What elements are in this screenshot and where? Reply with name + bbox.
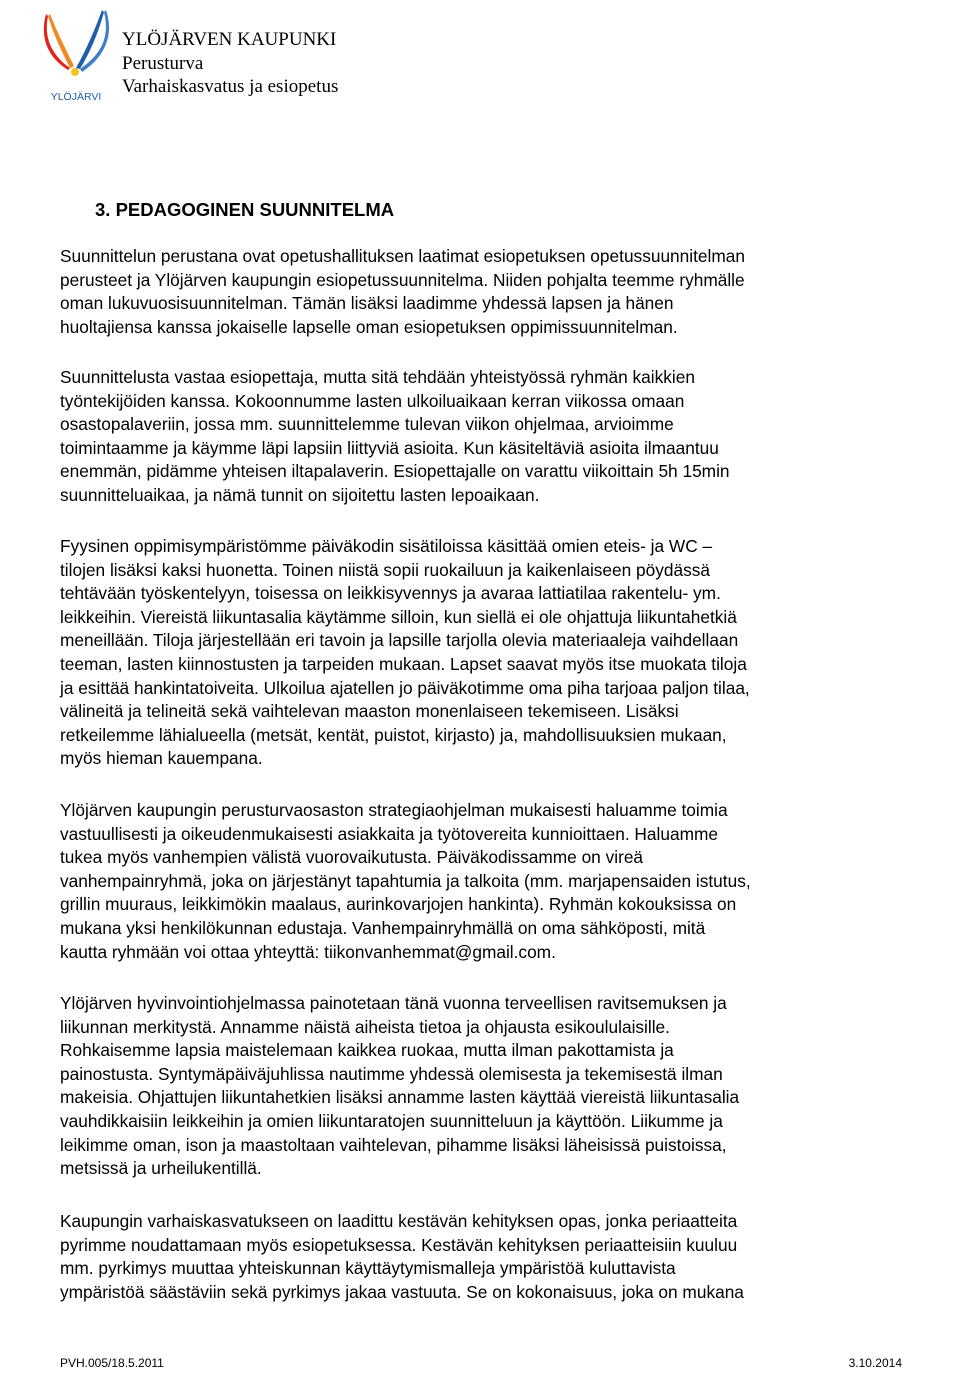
text-line: oman lukuvuosisuunnitelman. Tämän lisäksi laadimme yhdessä lapsen ja hänen xyxy=(60,293,674,314)
paragraph xyxy=(60,1210,910,1304)
text-line: leikkeihin. Viereistä liikuntasalia käytämme silloin, kun siellä ei ole ohjattuja liikuntahetkiä xyxy=(60,606,737,627)
paragraph xyxy=(60,992,910,1181)
ylojarvi-logo-mark xyxy=(40,6,112,104)
paragraph xyxy=(60,535,910,771)
text-line: suunnitteluaikaa, ja nämä tunnit on sijoitettu lasten lepoaikaan. xyxy=(60,484,540,505)
text-line: kautta ryhmään voi ottaa yhteyttä: tiikonvanhemmat@gmail.com. xyxy=(60,941,556,962)
text-line: Fyysinen oppimisympäristömme päiväkodin sisätiloissa käsittää omien eteis- ja WC – xyxy=(60,536,713,556)
text-line: Rohkaisemme lapsia maistelemaan kaikkea ruokaa, mutta ilman pakottamista ja xyxy=(60,1040,674,1061)
text-line: enemmän, pidämme yhteisen iltapalaverin. Esiopettajalle on varattu viikoittain 5h 15min xyxy=(60,461,730,482)
text-line: ja esittää hankintatoiveita. Ulkoilua ajatellen jo päiväkotimme oma piha tarjoaa paljon tilaa, xyxy=(60,677,750,698)
text-line: välineitä ja telineitä sekä vaihtelevan maaston monenlaiseen tekemiseen. Lisäksi xyxy=(60,701,679,722)
text-line: mukana yksi henkilökunnan edustaja. Vanhempainryhmällä on oma sähköposti, mitä xyxy=(60,917,706,938)
text-line: toimintaamme ja käymme läpi lapsiin liittyviä asioita. Kun käsiteltäviä asioita ilmaantuu xyxy=(60,437,719,458)
text-line: työntekijöiden kanssa. Kokoonnumme lasten ulkoiluaikaan kerran viikossa omaan xyxy=(60,390,685,411)
organization-header xyxy=(122,28,338,99)
text-line: osastopalaveriin, jossa mm. suunnittelemme tulevan viikon ohjelmaa, arvioimme xyxy=(60,414,674,435)
logo-wordmark: YLÖJÄRVI xyxy=(50,91,102,103)
text-line: tukea myös vanhempien välistä vuorovaikutusta. Päiväkodissamme on vireä xyxy=(60,847,644,868)
text-line: pyrimme noudattamaan myös esiopetuksessa. Kestävän kehityksen periaatteisiin kuuluu xyxy=(60,1234,738,1255)
text-line: Ylöjärven kaupungin perusturvaosaston strategiaohjelman mukaisesti haluamme toimia xyxy=(60,800,728,820)
text-line: huoltajiensa kanssa jokaiselle lapselle oman esiopetuksen oppimissuunnitelman. xyxy=(60,316,678,337)
text-line: meneillään. Tiloja järjestellään eri tavoin ja lapsille tarjolla olevia materiaaleja vaihdellaan xyxy=(60,630,739,651)
text-line: makeisia. Ohjattujen liikuntahetkien lisäksi annamme lasten käyttää viereistä liikuntasalia xyxy=(60,1087,740,1108)
text-line: leikimme oman, ison ja maastoltaan vaihtelevan, pihamme lisäksi läheisissä puistoissa, xyxy=(60,1134,727,1155)
section-heading: 3. PEDAGOGINEN SUUNNITELMA xyxy=(95,199,395,220)
text-line: Ylöjärven hyvinvointiohjelmassa painotetaan tänä vuonna terveellisen ravitsemuksen ja xyxy=(60,993,727,1013)
text-line: grillin muuraus, leikkimökin maalaus, aurinkovarjojen hankinta). Ryhmän kokouksissa on xyxy=(60,894,737,915)
paragraph xyxy=(60,245,910,339)
text-line: myös hieman kauempana. xyxy=(60,748,263,769)
text-line: retkeilemme lähialueella (metsät, kentät, puistot, kirjasto) ja, mahdollisuuksien mukaan, xyxy=(60,724,727,745)
org-name: YLÖJÄRVEN KAUPUNKI xyxy=(122,29,337,50)
text-line: ympäristöä säästäviin sekä pyrkimys jakaa vastuuta. Se on kokonaisuus, joka on mukana xyxy=(60,1281,744,1302)
text-line: Kaupungin varhaiskasvatukseen on laadittu kestävän kehityksen opas, jonka periaatteita xyxy=(60,1211,738,1231)
unit-name: Varhaiskasvatus ja esiopetus xyxy=(122,76,339,97)
text-line: painostusta. Syntymäpäiväjuhlissa nautimme yhdessä olemisesta ja tekemisestä ilman xyxy=(60,1063,723,1084)
paragraph xyxy=(60,366,910,508)
text-line: liikunnan merkitystä. Annamme näistä aiheista tietoa ja ohjausta esikoululaisille. xyxy=(60,1016,670,1037)
paragraph xyxy=(60,799,910,964)
text-line: vanhempainryhmä, joka on järjestänyt tapahtumia ja talkoita (mm. marjapensaiden istutus, xyxy=(60,870,751,891)
text-line: tehtävään työskentelyyn, toisessa on leikkisyvennys ja avaraa lattiatilaa rakentelu- ym. xyxy=(60,583,721,604)
text-line: Suunnittelun perustana ovat opetushallituksen laatimat esiopetuksen opetussuunnitelman xyxy=(60,246,745,266)
text-line: perusteet ja Ylöjärven kaupungin esiopetussuunnitelma. Niiden pohjalta teemme ryhmälle xyxy=(60,269,745,290)
city-logo xyxy=(40,6,112,104)
text-line: metsissä ja urheilukentillä. xyxy=(60,1158,262,1179)
text-line: vauhdikkaisiin leikkeihin ja omien liikuntaratojen suunnitteluun ja käyttöön. Liikumme ja xyxy=(60,1110,723,1131)
text-line: Suunnittelusta vastaa esiopettaja, mutta sitä tehdään yhteistyössä ryhmän kaikkien xyxy=(60,367,695,387)
text-line: tilojen lisäksi kaksi huonetta. Toinen niistä sopii ruokailuun ja kaikenlaiseen pöydässä xyxy=(60,559,711,580)
text-line: vastuullisesti ja oikeudenmukaisesti asiakkaita ja työtovereita kunnioittaen. Haluamme xyxy=(60,823,718,844)
document-reference: PVH.005/18.5.2011 xyxy=(60,1356,164,1370)
department-name: Perusturva xyxy=(122,52,204,74)
text-line: mm. pyrkimys muuttaa yhteiskunnan käyttäytymismalleja ympäristöä kuluttavista xyxy=(60,1258,676,1279)
text-line: teeman, lasten kiinnostusten ja tarpeiden mukaan. Lapset saavat myös itse muokata tiloja xyxy=(60,653,747,674)
document-date: 3.10.2014 xyxy=(848,1356,902,1370)
